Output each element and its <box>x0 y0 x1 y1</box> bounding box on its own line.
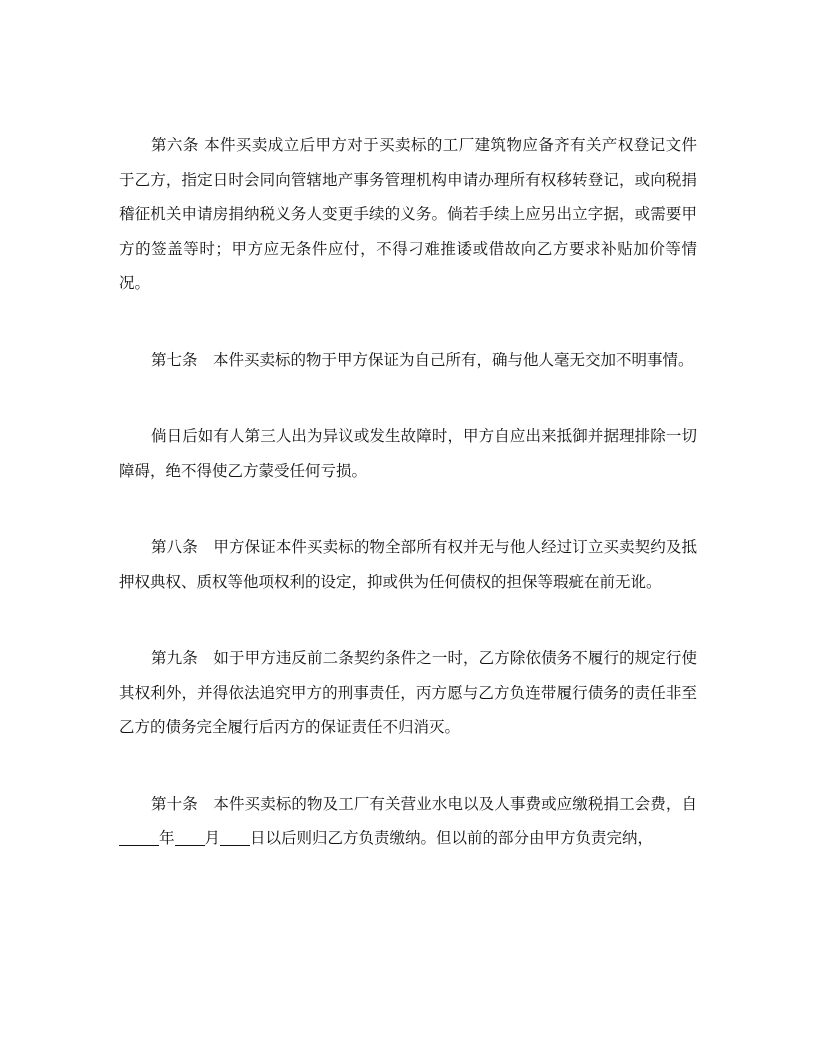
document-page <box>119 128 697 856</box>
month-blank <box>175 827 205 846</box>
article-10-paragraph <box>119 787 697 856</box>
article-10-tail: 以后则归乙方负责缴纳。但以前的部分由甲方负责完纳， <box>265 829 654 847</box>
article-7-paragraph: 第七条 本件买卖标的物于甲方保证为自己所有，确与他人毫无交加不明事情。 <box>151 350 694 369</box>
article-9-paragraph: 第九条 如于甲方违反前二条契约条件之一时，乙方除依债务不履行的规定行使其权利外，并得依法追究甲方的刑事责任，丙方愿与乙方负连带履行债务的责任非至乙方的债务完全履行后丙方的保证责任不归消灭。 <box>119 649 697 736</box>
day-blank <box>220 827 250 846</box>
article-6-paragraph: 第六条 本件买卖成立后甲方对于买卖标的工厂建筑物应备齐有关产权登记文件于乙方，指定日时会同向管辖地产事务管理机构申请办理所有权移转登记，或向税捐稽征机关申请房捐纳税义务人变更手续的义务。倘若手续上应另出立字据，或需要甲方的签盖等时；甲方应无条件应付，不得刁难推诿或借故向乙方要求补贴加价等情况。 <box>119 136 697 292</box>
month-label: 月 <box>204 829 221 847</box>
article-8-paragraph: 第八条 甲方保证本件买卖标的物全部所有权并无与他人经过订立买卖契约及抵押权典权、质权等他项权利的设定，抑或供为任何债权的担保等瑕疵在前无讹。 <box>119 538 697 591</box>
article-10-lead: 第十条 本件买卖标的物及工厂有关营业水电以及人事费或应缴税捐工会费，自 <box>151 794 697 813</box>
year-blank <box>119 827 159 846</box>
day-label: 日 <box>250 829 266 847</box>
year-label: 年 <box>159 829 175 847</box>
article-7-continuation-paragraph: 倘日后如有人第三人出为异议或发生故障时，甲方自应出来抵御并据理排除一切障碍，绝不得使乙方蒙受任何亏损。 <box>119 427 697 480</box>
